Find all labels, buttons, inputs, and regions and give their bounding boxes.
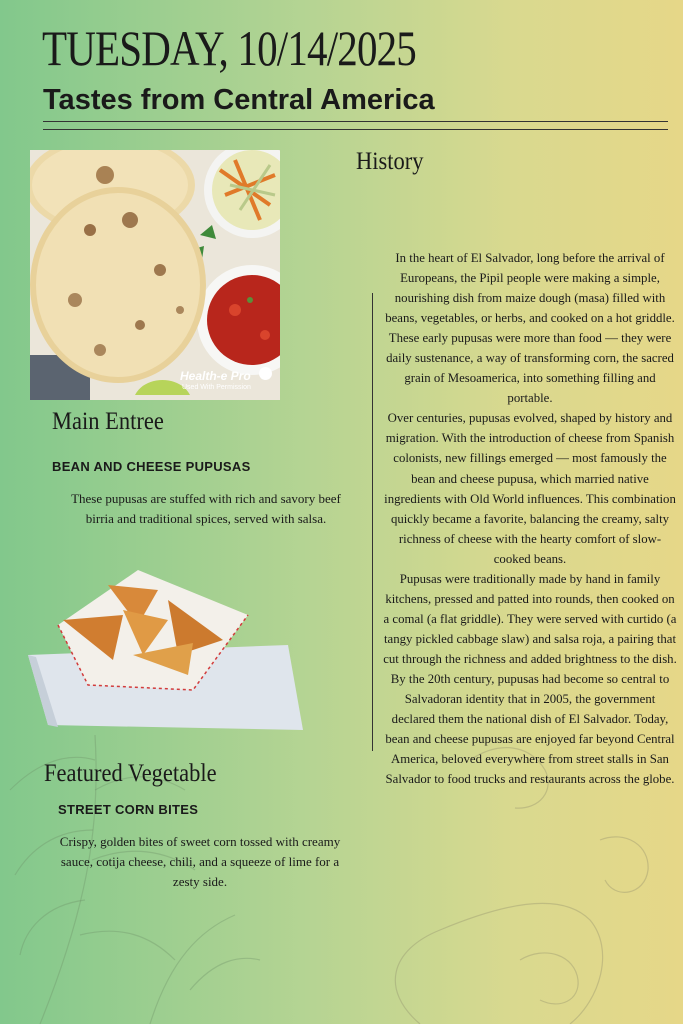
menu-subtitle: Tastes from Central America [43,84,435,116]
history-section-title: History [356,148,424,175]
history-paragraph: Pupusas were traditionally made by hand in family kitchens, pressed and patted into rounds, then cooked on a comal (a flat griddle). They were served with curtido (a tangy pickled cabbage slaw) and salsa roja, a pairing that cut through the richness and added brightness to the dish. [383,571,677,666]
watermark-brand: Health-e Pro [180,369,251,383]
date-heading: TUESDAY, 10/14/2025 [42,20,416,76]
main-entree-section-title: Main Entree [52,408,164,435]
history-paragraph: Over centuries, pupusas evolved, shaped by history and migration. With the introduction of cheese from Spanish colonists, new fillings emerged — most famously the bean and cheese pupusa, which married native ingredients with Old World influences. This combination quickly became a favorite, balancing the creamy, salty richness of cheese with the hearty comfort of slow-cooked beans. [384,411,676,566]
history-paragraph: By the 20th century, pupusas had become so central to Salvadoran identity that in 2005, the government declared them the national dish of El Salvador. Today, bean and cheese pupusas are enjoyed far beyond Central America, beloved everywhere from street stalls in San Salvador to food trucks and restaurants across the globe. [385,671,675,787]
header-divider-bottom [43,129,668,130]
featured-vegetable-description: Crispy, golden bites of sweet corn tossed with creamy sauce, cotija cheese, chili, and a squeeze of lime for a zesty side. [59,834,341,889]
history-text [382,248,678,789]
corn-bites-photo [18,565,308,737]
history-paragraph: In the heart of El Salvador, long before the arrival of Europeans, the Pipil people were making a simple, nourishing dish from maize dough (masa) filled with beans, vegetables, or herbs, and cooked on a hot griddle. These early pupusas were more than food — they were daily sustenance, a way of transforming corn, the sacred grain of Mesoamerica, into something filling and portable. [385,251,675,406]
apple-icon [259,367,272,380]
header-divider-top [43,121,668,122]
featured-vegetable-section-title: Featured Vegetable [44,760,217,787]
pupusas-photo [30,150,280,400]
column-divider [372,293,373,751]
featured-vegetable-dish-name: STREET CORN BITES [58,802,199,817]
watermark-note: Used With Permission [182,384,251,391]
main-entree-dish-name: BEAN AND CHEESE PUPUSAS [52,459,251,474]
main-entree-description: These pupusas are stuffed with rich and savory beef birria and traditional spices, served with salsa. [71,491,341,526]
